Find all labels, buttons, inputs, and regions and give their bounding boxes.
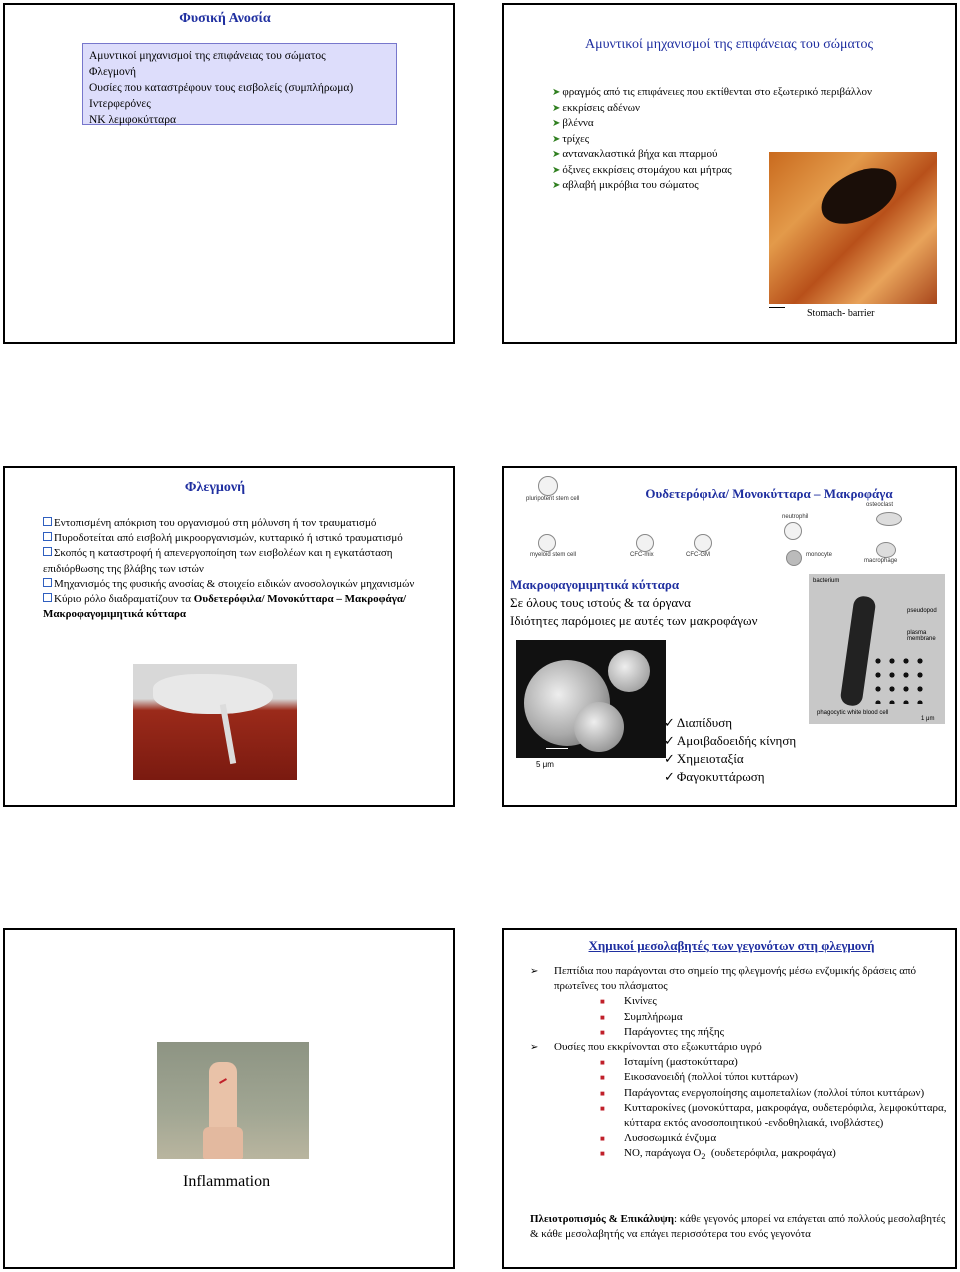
arrow-bullet-icon: ➤ — [552, 180, 561, 191]
topics-box — [82, 43, 397, 125]
macrophage-like-text — [510, 576, 757, 630]
check-icon: ✓ — [664, 715, 675, 730]
check-icon: ✓ — [664, 769, 675, 784]
check-icon: ✓ — [664, 733, 675, 748]
scale-label: 5 μm — [536, 760, 554, 769]
list-item: Εντοπισμένη απόκριση του οργανισμού στη μόλυνση ή τον τραυματισμό — [43, 516, 443, 531]
arrow-bullet-icon: ➤ — [552, 149, 561, 160]
check-icon: ✓ — [664, 751, 675, 766]
list-item: ➤ φραγμός από τις επιφάνειες που εκτίθενται στο εξωτερικό περιβάλλον — [552, 86, 873, 98]
arrow-bullet-icon: ➢ — [530, 1042, 539, 1054]
checkbox-bullet-icon — [43, 593, 52, 602]
topic-item: Αμυντικοί μηχανισμοί της επιφάνειας του σώματος — [89, 50, 326, 62]
list-item: ✓ Χημειοταξία — [664, 751, 744, 766]
list-item: Σκοπός η καταστροφή ή απενεργοποίηση των εισβολέων και η εγκατάσταση επιδιόρθωσης της βλάβης των ιστών — [43, 547, 393, 575]
slide-title: Φλεγμονή — [184, 480, 246, 495]
square-bullet-icon: ■ — [600, 1134, 605, 1144]
arrow-bullet-icon: ➤ — [552, 164, 561, 176]
topic-item: Ουσίες που καταστρέφουν τους εισβολείς (συμπλήρωμα) — [89, 82, 354, 94]
arrow-bullet-icon: ➤ — [552, 133, 561, 145]
list-item: ✓ Φαγοκυττάρωση — [664, 769, 765, 784]
inflamed-arm-photo — [157, 1042, 309, 1159]
square-bullet-icon: ■ — [600, 1027, 605, 1037]
list-item: Κύριο ρόλο διαδραματίζουν τα Ουδετερόφιλα/ Μονοκύτταρα – Μακροφάγα/ Μακροφαγομιμητικά κύτταρα — [43, 593, 407, 621]
list-item: ✓ Αμοιβαδοειδής κίνηση — [664, 733, 797, 748]
slide-title: Ουδετερόφιλα/ Μονοκύτταρα – Μακροφάγα — [645, 486, 893, 501]
list-item: ➢ Ουσίες που εκκρίνονται στο εξωκυττάριο υγρό — [530, 1040, 948, 1055]
topic-item: NK λεμφοκύτταρα — [89, 114, 176, 126]
topic-item: Φλεγμονή — [89, 66, 137, 78]
arrow-bullet-icon: ➢ — [530, 966, 539, 977]
square-bullet-icon: ■ — [600, 1103, 605, 1113]
stomach-barrier-micrograph — [769, 152, 937, 304]
arrow-bullet-icon: ➤ — [552, 102, 561, 114]
list-item: ■ Κυτταροκίνες (μονοκύτταρα, μακροφάγα, ουδετερόφιλα, λεμφοκύτταρα, κύτταρα εκτός ανοσοποιητικού -ενδοθηλιακά, ινοβλάστες) — [600, 1101, 947, 1130]
slide-title: Αμυντικοί μηχανισμοί της επιφάνειας του σώματος — [584, 37, 874, 52]
list-item: ➤ εκκρίσεις αδένων — [552, 101, 640, 114]
image-caption: Stomach- barrier — [807, 308, 875, 319]
text-line: Σε όλους τους ιστούς & τα όργανα — [510, 595, 691, 610]
list-item: ■ Κινίνες — [530, 994, 948, 1009]
slide-phagocytes — [502, 466, 957, 807]
list-item: ➤ αβλαβή μικρόβια του σώματος — [552, 179, 699, 191]
list-item: ■ Λυσοσωμικά ένζυμα — [530, 1131, 948, 1146]
list-item: ■ Παράγοντες της πήξης — [530, 1025, 948, 1040]
checkbox-bullet-icon — [43, 532, 52, 541]
list-item: ➤ βλέννα — [552, 117, 594, 129]
arrow-bullet-icon: ➤ — [552, 118, 561, 129]
macrophage-sem-image — [516, 640, 666, 758]
topic-item: Ιντερφερόνες — [89, 98, 151, 110]
leukocyte-micrograph — [133, 664, 297, 780]
slide-innate-immunity — [3, 3, 455, 344]
square-bullet-icon: ■ — [600, 1149, 605, 1159]
slide-inflammation-image — [3, 928, 455, 1269]
image-caption: Inflammation — [183, 1173, 271, 1190]
square-bullet-icon: ■ — [600, 1073, 605, 1083]
heading: Μακροφαγομιμητικά κύτταρα — [510, 577, 680, 592]
slide-title: Φυσική Ανοσία — [179, 11, 271, 26]
list-item: ➤ αντανακλαστικά βήχα και πταρμού — [552, 148, 718, 160]
checkbox-bullet-icon — [43, 578, 52, 587]
list-item: Μηχανισμός της φυσικής ανοσίας & στοιχείο ειδικών ανοσολογικών μηχανισμών — [43, 577, 443, 592]
list-item: ■ Συμπλήρωμα — [530, 1010, 948, 1025]
properties-list — [664, 714, 796, 786]
phagocytosis-em-image: bacterium pseudopod plasma membrane phagocytic white blood cell 1 μm — [809, 574, 945, 724]
checkbox-bullet-icon — [43, 547, 52, 556]
slide-title: Χημικοί μεσολαβητές των γεγονότων στη φλεγμονή — [588, 938, 875, 953]
list-item: ■ Παράγοντας ενεργοποίησης αιμοπεταλίων (πολλοί τύποι κυττάρων) — [530, 1086, 948, 1101]
hematopoiesis-diagram: pluripotent stem cell myeloid stem cell CFC-mix CFC-GM neutrophil monocyte osteoclast macrophage — [524, 472, 944, 570]
square-bullet-icon: ■ — [600, 997, 605, 1007]
list-item: ➢ Πεπτίδια που παράγονται στο σημείο της φλεγμονής μέσω ενζυμικής δράσεις από πρωτεΐνες του πλάσματος — [530, 965, 917, 993]
checkbox-bullet-icon — [43, 517, 52, 526]
scale-bar — [769, 307, 785, 308]
square-bullet-icon: ■ — [600, 1088, 605, 1098]
list-item: ■ Εικοσανοειδή (πολλοί τύποι κυττάρων) — [530, 1070, 948, 1085]
footnote: Πλειοτροπισμός & Επικάλυψη: κάθε γεγονός μπορεί να επάγεται από πολλούς μεσολαβητές & κάθε μεσολαβητής να επάγει περισσότερα του ενός γεγονότα — [530, 1213, 946, 1241]
list-item: Πυροδοτείται από εισβολή μικροοργανισμών, κυτταρικό ή ιστικό τραυματισμό — [43, 531, 443, 546]
list-item: ■ Ισταμίνη (μαστοκύτταρα) — [530, 1055, 948, 1070]
slide-inflammation — [3, 466, 455, 807]
slide-surface-defense — [502, 3, 957, 344]
square-bullet-icon: ■ — [600, 1012, 605, 1022]
slide-chemical-mediators — [502, 928, 957, 1269]
list-item: ■ NO, παράγωγα $O_2$ (ουδετερόφιλα, μακροφάγα) — [600, 1147, 836, 1162]
arrow-bullet-icon: ➤ — [552, 87, 561, 98]
text-line: Ιδιότητες παρόμοιες με αυτές των μακροφάγων — [510, 613, 758, 628]
inflammation-points — [43, 516, 443, 622]
mediators-list — [530, 964, 948, 1165]
list-item: ➤ όξινες εκκρίσεις στομάχου και μήτρας — [552, 163, 732, 176]
list-item: ✓ Διαπίδυση — [664, 715, 733, 730]
square-bullet-icon: ■ — [600, 1058, 605, 1068]
list-item: ➤ τρίχες — [552, 132, 590, 145]
